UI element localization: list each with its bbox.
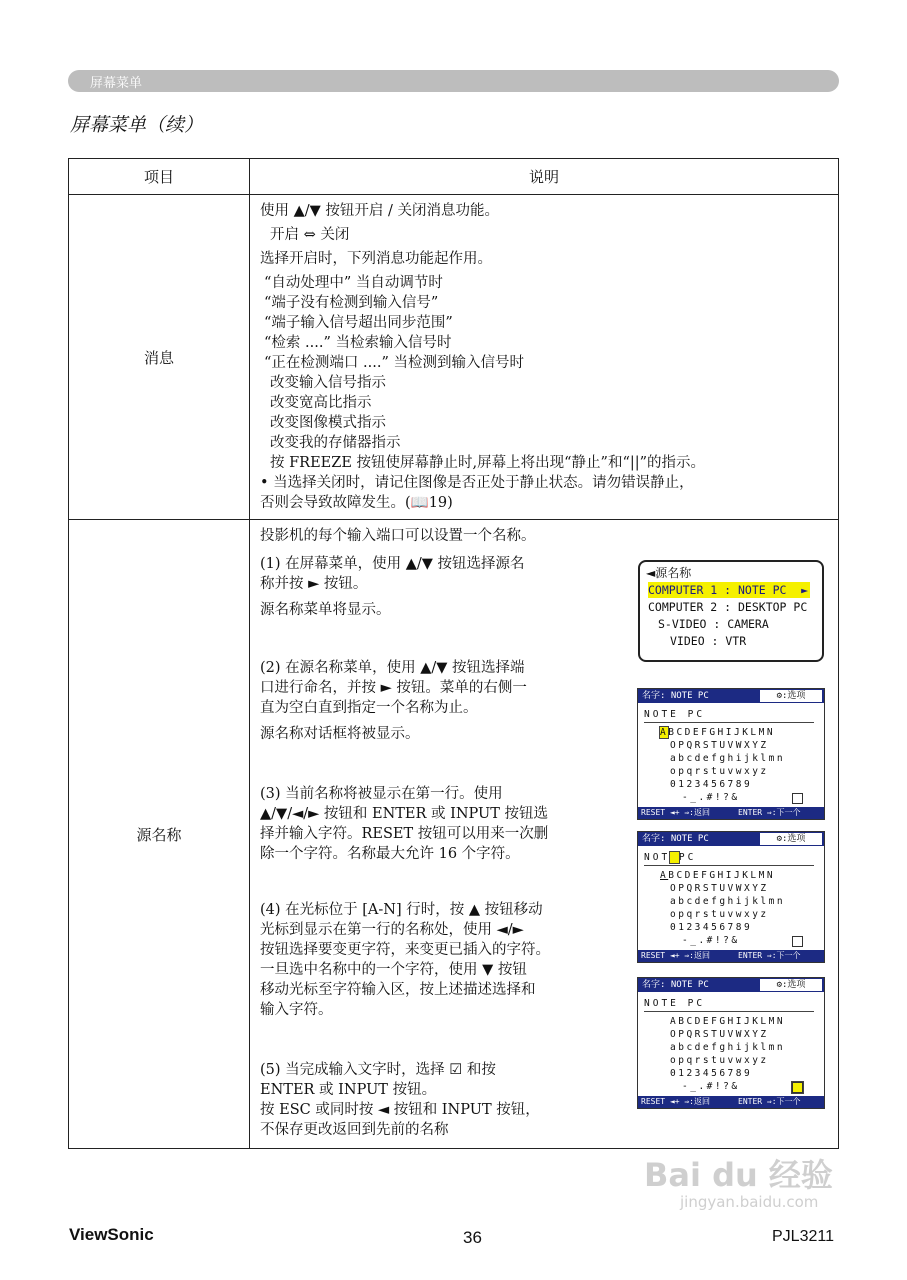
settings-table bbox=[68, 158, 839, 1149]
name-dialog-screenshot-2: 名字: NOTE PC ⚙:选项 NOT PC ABCDEFGHIJKLMN OPQRSTUVWXYZ abcdefghijklmn opqrstuvwxyz 0123456789 -_.#!?& RESET ◄+ ⇒:返回 ENTER ⇒:下一个 bbox=[637, 831, 825, 963]
desc-line: “端子输入信号超出同步范围” bbox=[264, 315, 453, 331]
checkbox-icon bbox=[792, 936, 803, 947]
column-header-item: 项目 bbox=[69, 159, 250, 195]
footer-brand: ViewSonic bbox=[69, 1225, 154, 1244]
menu-row-selected: COMPUTER 1 : NOTE PC ► bbox=[648, 583, 808, 597]
menu-row: VIDEO : VTR bbox=[670, 634, 747, 648]
step-2: (2) 在源名称菜单，使用 ▲/▼ 按钮选择端 口进行命名，并按 ► 按钮。菜单的右侧一 直为空白直到指定一个名称为止。 源名称对话框将被显示。 bbox=[260, 660, 527, 742]
checkbox-icon-selected bbox=[792, 1082, 803, 1093]
step-1: (1) 在屏幕菜单，使用 ▲/▼ 按钮选择源名 称并按 ► 按钮。 源名称菜单将显示。 bbox=[260, 556, 525, 618]
step-4: (4) 在光标位于 [A-N] 行时，按 ▲ 按钮移动 光标到显示在第一行的名称处，使用 ◄/► 按钮选择要变更字符，来变更已插入的字符。 一旦选中名称中的一个字符，使用 ▼ 按钮 移动光标至字符输入区，按上述描述选择和 输入字符。 bbox=[260, 902, 550, 1018]
row-desc-message bbox=[250, 195, 839, 520]
name-dialog-screenshot-1: 名字: NOTE PC ⚙:选项 NOTE PC ABCDEFGHIJKLMN OPQRSTUVWXYZ abcdefghijklmn opqrstuvwxyz 0123456789 -_.#!?& RESET ◄+ ⇒:返回 ENTER ⇒:下一个 bbox=[637, 688, 825, 820]
row-desc-source-name bbox=[250, 520, 839, 1149]
header-bar-label: 屏幕菜单 bbox=[90, 76, 143, 91]
desc-line: 选择开启时，下列消息功能起作用。 bbox=[260, 251, 492, 267]
desc-line: 改变我的存储器指示 bbox=[270, 435, 401, 451]
watermark-url: jingyan.baidu.com bbox=[680, 1193, 819, 1211]
desc-intro: 投影机的每个输入端口可以设置一个名称。 bbox=[260, 528, 536, 544]
desc-line: 否则会导致故障发生。(📖19) bbox=[260, 495, 453, 511]
row-item-source-name: 源名称 bbox=[69, 520, 250, 1149]
checkbox-icon bbox=[792, 793, 803, 804]
desc-line: 改变宽高比指示 bbox=[270, 395, 372, 411]
menu-row: S-VIDEO : CAMERA bbox=[658, 617, 769, 631]
desc-line: 使用 ▲/▼ 按钮开启 / 关闭消息功能。 bbox=[260, 203, 500, 219]
source-name-menu-screenshot bbox=[638, 560, 824, 662]
desc-line: “正在检测端口 ....” 当检测到输入信号时 bbox=[264, 355, 524, 371]
desc-line: • 当选择关闭时，请记住图像是否正处于静止状态。请勿错误静止， bbox=[260, 475, 694, 491]
step-3: (3) 当前名称将被显示在第一行。使用 ▲/▼/◄/► 按钮和 ENTER 或 INPUT 按钮选 择并输入字符。RESET 按钮可以用来一次删 除一个字符。名称最大允许 16 个字符。 bbox=[260, 786, 549, 862]
arrow-right-icon: ► bbox=[801, 583, 808, 597]
name-dialog-screenshot-3: 名字: NOTE PC ⚙:选项 NOTE PC ABCDEFGHIJKLMN OPQRSTUVWXYZ abcdefghijklmn opqrstuvwxyz 0123456789 -_.#!?& RESET ◄+ ⇒:返回 ENTER ⇒:下一个 bbox=[637, 977, 825, 1109]
desc-line: 改变图像模式指示 bbox=[270, 415, 386, 431]
desc-line: 开启 ⇔ 关闭 bbox=[270, 227, 350, 243]
desc-line: “自动处理中” 当自动调节时 bbox=[264, 275, 443, 291]
menu-row: COMPUTER 2 : DESKTOP PC bbox=[648, 600, 808, 614]
desc-line: “端子没有检测到输入信号” bbox=[264, 295, 439, 311]
cursor-char bbox=[670, 852, 679, 863]
column-header-desc: 说明 bbox=[250, 159, 839, 195]
menu-title: ◄源名称 bbox=[646, 566, 692, 580]
table-row-source-name bbox=[69, 520, 839, 1149]
desc-line: 按 FREEZE 按钮使屏幕静止时,屏幕上将出现“静止”和“||”的指示。 bbox=[270, 455, 706, 471]
step-5: (5) 当完成输入文字时，选择 ☑ 和按 ENTER 或 INPUT 按钮。 按 ESC 或同时按 ◄ 按钮和 INPUT 按钮， 不保存更改返回到先前的名称 bbox=[260, 1062, 540, 1138]
footer-model: PJL3211 bbox=[772, 1228, 834, 1245]
watermark-logo: Bai du 经验 bbox=[644, 1156, 833, 1194]
cursor-char: A bbox=[660, 727, 669, 738]
dialog-name-line: NOTE PC bbox=[644, 709, 706, 720]
row-item-message: 消息 bbox=[69, 195, 250, 520]
page-subtitle: 屏幕菜单（续） bbox=[70, 114, 204, 136]
desc-line: “检索 ....” 当检索输入信号时 bbox=[264, 335, 452, 351]
desc-line: 改变输入信号指示 bbox=[270, 375, 386, 391]
table-row-message bbox=[69, 195, 839, 520]
table-header-row bbox=[69, 159, 839, 195]
header-bar bbox=[68, 70, 839, 92]
footer-page-number: 36 bbox=[463, 1228, 482, 1247]
